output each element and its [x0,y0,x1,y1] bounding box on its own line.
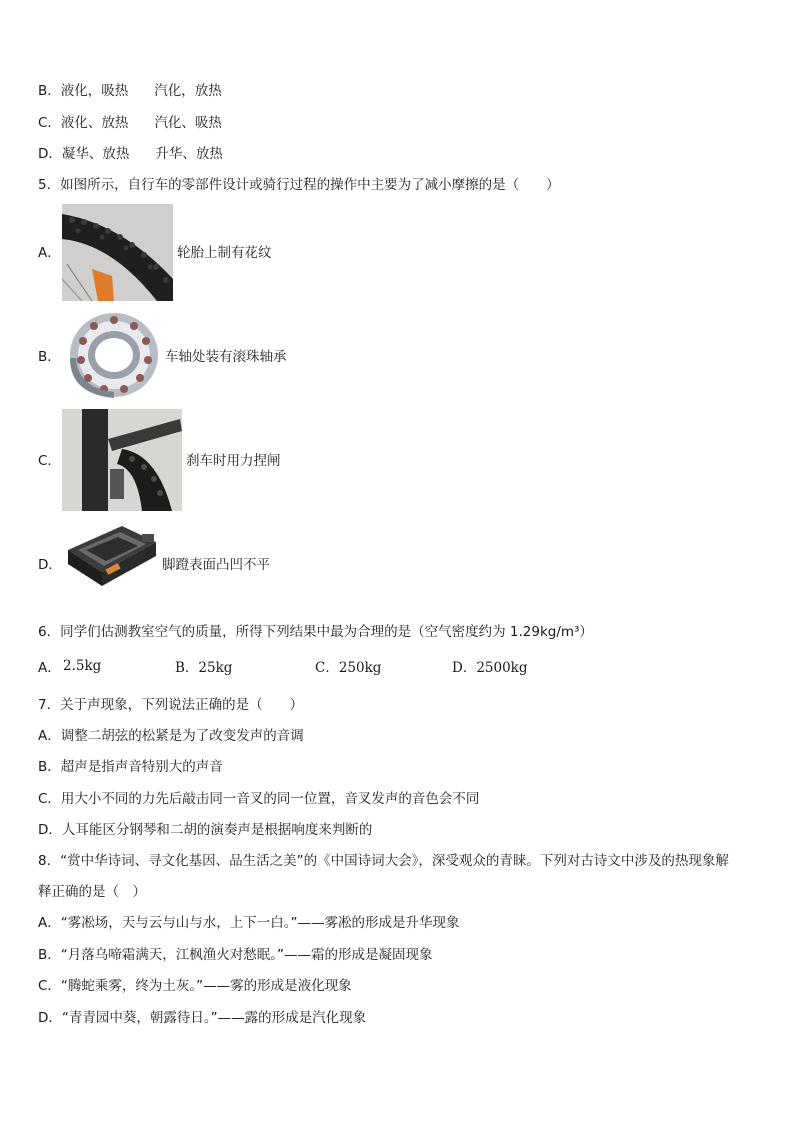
q8-option-d: D．“青青园中葵，朝露待日。”——露的形成是汽化现象 [38,1010,367,1026]
brake-photo-icon [62,409,182,511]
q5-option-a-caption: 轮胎上制有花纹 [177,245,272,261]
q8-stem-line1: 8．“赏中华诗词、寻文化基因、品生活之美”的《中国诗词大会》，深受观众的青睐。下列对古诗文中涉及的热现象解 [38,853,729,869]
q4-option-c-label: C．液化、放热 [38,115,129,131]
q4-option-d-second: 升华、放热 [155,146,223,162]
q5-option-b-caption: 车轴处装有滚珠轴承 [165,349,287,365]
q5-stem: 5．如图所示，自行车的零部件设计或骑行过程的操作中主要为了减小摩擦的是（ ） [38,177,560,193]
q8-option-b: B．“月落乌啼霜满天，江枫渔火对愁眠。”——霜的形成是凝固现象 [38,947,433,963]
q6-option-a-value: 2.5kg [63,658,102,674]
q4-option-c [38,114,222,132]
q4-option-d [38,145,223,163]
q7-option-c: C．用大小不同的力先后敲击同一音叉的同一位置，音叉发声的音色会不同 [38,791,480,807]
q7-option-b: B．超声是指声音特别大的声音 [38,759,223,775]
q5-option-b-label: B． [38,349,61,365]
q4-option-b-second: 汽化，放热 [154,83,222,99]
q8-option-c: C．“腾蛇乘雾，终为土灰。”——雾的形成是液化现象 [38,978,352,994]
q6-option-b: B．25kg [175,660,233,676]
q5-option-a-label: A． [38,245,61,261]
ball-bearing-photo-icon [62,306,160,404]
q4-option-d-label: D．凝华、放热 [38,146,130,162]
q7-option-d: D．人耳能区分钢琴和二胡的演奏声是根据响度来判断的 [38,822,373,838]
q4-option-c-second: 汽化、吸热 [154,115,222,131]
q8-option-a: A．“雾凇场，天与云与山与水，上下一白。”——雾凇的形成是升华现象 [38,915,460,931]
q4-option-b [38,82,222,100]
tire-tread-photo-icon [62,204,173,301]
q4-option-b-label: B．液化，吸热 [38,83,129,99]
q6-stem: 6．同学们估测教室空气的质量，所得下列结果中最为合理的是（空气密度约为 1.29kg/m³） [38,624,593,640]
q7-stem: 7．关于声现象，下列说法正确的是（ ） [38,697,304,713]
q8-stem-line2: 释正确的是（ ） [38,884,146,900]
q7-option-a: A．调整二胡弦的松紧是为了改变发声的音调 [38,728,304,744]
q5-option-d-label: D． [38,557,62,573]
q5-option-c-caption: 刹车时用力捏闸 [186,453,281,469]
q6-option-d: D．2500kg [452,660,528,676]
pedal-photo-icon [62,520,160,594]
q6-options [38,659,738,679]
q6-option-c: C．250kg [315,660,382,676]
q5-option-c-label: C． [38,453,61,469]
q5-option-d-caption: 脚蹬表面凸凹不平 [162,557,270,573]
q6-option-a-label: A． [38,660,61,676]
